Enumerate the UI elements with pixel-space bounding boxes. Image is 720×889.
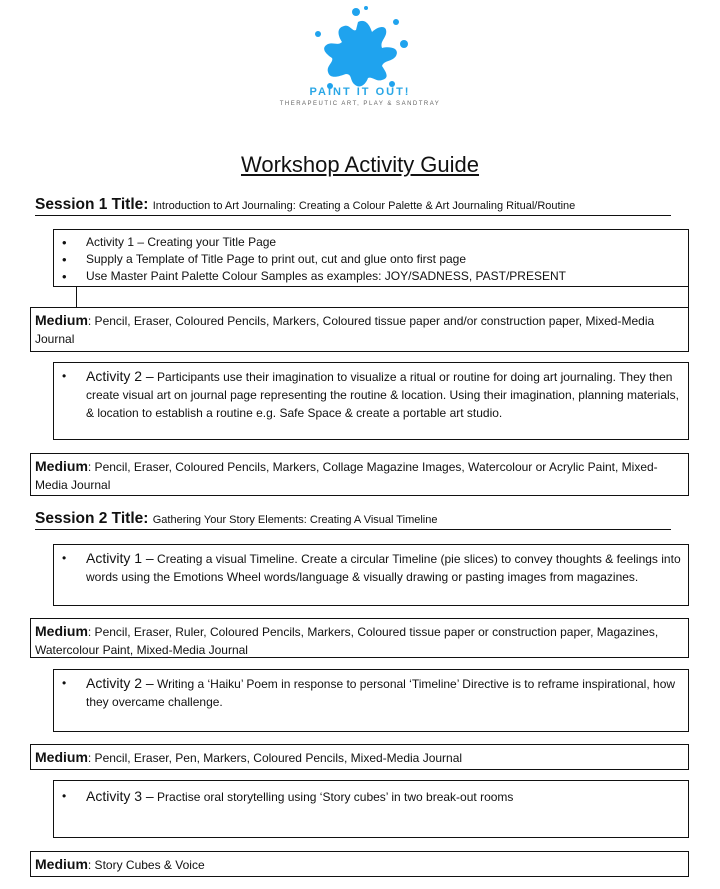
list-item: • Use Master Paint Palette Colour Samples as examples: JOY/SADNESS, PAST/PRESENT [54,268,688,285]
session-2-heading [35,510,671,530]
s1-activity-1-list [54,234,688,285]
s2-activity-1-box: • Activity 1 – Creating a visual Timeline. Create a circular Timeline (pie slices) to convey thoughts & feelings into words using the Emotions Wheel words/language & visually drawing or pasting images from magazines. [53,544,689,606]
activity-text: Writing a ‘Haiku’ Poem in response to personal ‘Timeline’ Directive is to reframe inspirational, how they overcame challenge. [86,677,676,709]
page-title: Workshop Activity Guide [240,152,480,177]
medium-label: Medium [35,312,88,328]
s1-empty-row [76,286,689,308]
medium-label: Medium [35,749,88,765]
s1-activity-1-box [53,229,689,287]
activity-label: Activity 2 – [86,675,154,691]
medium-label: Medium [35,458,88,474]
s1-medium-2-box [30,453,689,496]
s2-medium-2-box [30,744,689,770]
s2-medium-3-box [30,851,689,877]
logo-name: PAINT IT OUT! [309,86,411,98]
activity-text: Participants use their imagination to visualize a ritual or routine for doing art journaling. They then create visual art on journal page representing the routine & location. Using their imagination, planning materials, & location to establish a routine e.g. Safe Space & create a portable art studio. [86,370,680,420]
medium-text: : Story Cubes & Voice [87,858,205,872]
list-item: • Supply a Template of Title Page to print out, cut and glue onto first page [54,251,688,268]
medium-label: Medium [35,856,88,872]
s2-activity-3-box: • Activity 3 – Practise oral storytelling using ‘Story cubes’ in two break-out rooms [53,780,689,838]
medium-text: : Pencil, Eraser, Coloured Pencils, Markers, Coloured tissue paper and/or construction paper, Mixed-Media Journal [35,314,655,346]
medium-label: Medium [35,623,88,639]
session-1-label: Session 1 Title: [35,196,149,213]
medium-text: : Pencil, Eraser, Ruler, Coloured Pencils, Markers, Coloured tissue paper or construction paper, Magazines, Watercolour Paint, Mixed-Media Journal [35,625,659,657]
activity-label: Activity 3 – [86,788,154,804]
session-2-title: Gathering Your Story Elements: Creating A Visual Timeline [152,514,438,526]
list-item: • Activity 1 – Creating your Title Page [54,234,688,251]
activity-text: Practise oral storytelling using ‘Story cubes’ in two break-out rooms [153,790,514,804]
s2-activity-2-box: • Activity 2 – Writing a ‘Haiku’ Poem in response to personal ‘Timeline’ Directive is to reframe inspirational, how they overcame challenge. [53,669,689,732]
logo-tagline: THERAPEUTIC ART, PLAY & SANDTRAY [279,101,441,107]
activity-text: Creating a visual Timeline. Create a circular Timeline (pie slices) to convey thoughts & feelings into words using the Emotions Wheel words/language & visually drawing or pasting images from magazines. [86,552,681,584]
s1-activity-2-box: • Activity 2 – Participants use their imagination to visualize a ritual or routine for doing art journaling. They then create visual art on journal page representing the routine & location. Using their imagination, planning materials, & location to establish a routine e.g. Safe Space & create a portable art studio. [53,362,689,440]
session-1-title: Introduction to Art Journaling: Creating a Colour Palette & Art Journaling Ritual/Routine [152,200,576,212]
medium-text: : Pencil, Eraser, Coloured Pencils, Markers, Collage Magazine Images, Watercolour or Acrylic Paint, Mixed-Media Journal [35,460,658,492]
medium-text: : Pencil, Eraser, Pen, Markers, Coloured Pencils, Mixed-Media Journal [87,751,463,765]
s1-medium-1-box [30,307,689,352]
activity-label: Activity 2 – [86,368,154,384]
activity-label: Activity 1 – [86,550,154,566]
session-1-heading [35,196,671,216]
paint-splash-logo [300,4,420,116]
session-2-label: Session 2 Title: [35,510,149,527]
s2-medium-1-box [30,618,689,658]
